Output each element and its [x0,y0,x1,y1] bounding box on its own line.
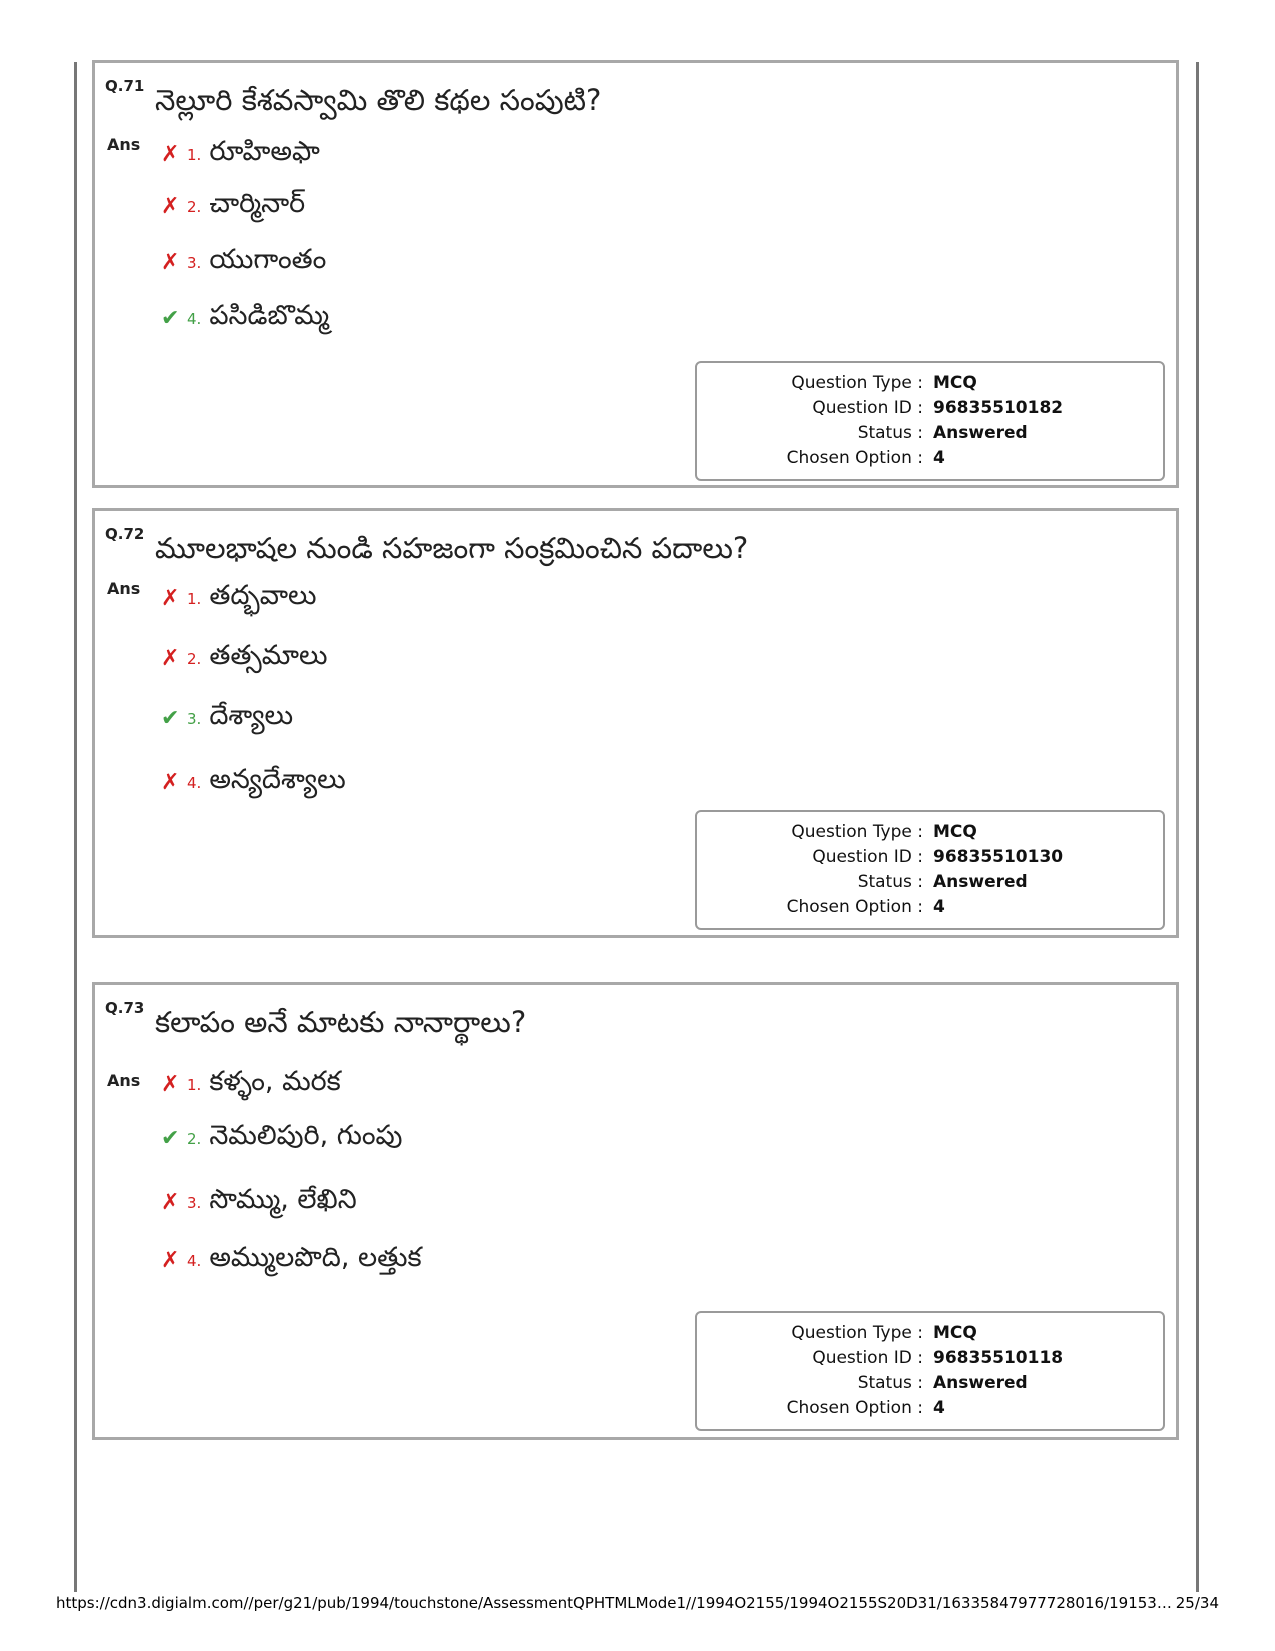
option-text: సొమ్ము, లేఖిని [209,1184,357,1215]
question-info-box [695,1311,1165,1431]
option-3 [161,1183,357,1223]
question-text: మూలభాషల నుండి సహజంగా సంక్రమించిన పదాలు? [155,531,749,565]
option-1 [161,135,320,175]
cross-icon: ✗ [161,194,180,219]
option-3 [161,243,326,283]
question-type-value: MCQ [933,822,977,842]
question-type-value: MCQ [933,1323,977,1343]
option-number: 4. [187,310,202,328]
option-text: పసిడిబొమ్మ [209,300,330,331]
question-text: నెల్లూరి కేశవస్వామి తొలి కథల సంపుటి? [155,83,602,117]
cross-icon: ✗ [161,1248,180,1273]
question-number: Q.72 [105,525,145,543]
question-block [92,60,1179,488]
question-block [92,508,1179,938]
check-icon: ✔ [161,1126,180,1151]
option-text: రూహిఅఫా [209,136,320,167]
option-text: చార్మినార్ [209,188,306,219]
cross-icon: ✗ [161,586,180,611]
option-2 [161,639,327,679]
status-label: Status : [857,872,923,892]
option-text: దేశ్యాలు [209,700,294,731]
question-id-value: 96835510118 [933,1348,1064,1368]
option-number: 4. [187,774,202,792]
option-text: తత్సమాలు [209,640,328,671]
ans-label: Ans [107,1071,141,1090]
question-id-value: 96835510130 [933,847,1064,867]
cross-icon: ✗ [161,770,180,795]
right-border-line [1196,62,1199,1592]
option-3 [161,699,293,739]
question-id-label: Question ID : [812,398,923,418]
chosen-option-label: Chosen Option : [786,448,923,468]
option-number: 1. [187,146,202,164]
option-number: 2. [187,198,202,216]
cross-icon: ✗ [161,250,180,275]
question-text: కలాపం అనే మాటకు నానార్థాలు? [155,1005,527,1039]
question-type-value: MCQ [933,373,977,393]
option-1 [161,579,317,619]
option-text: కళ్ళం, మరక [209,1066,341,1097]
option-number: 3. [187,710,202,728]
option-number: 1. [187,590,202,608]
option-4 [161,299,329,339]
chosen-option-label: Chosen Option : [786,897,923,917]
chosen-option-value: 4 [933,448,945,468]
question-type-label: Question Type : [791,373,923,393]
option-number: 2. [187,1130,202,1148]
status-value: Answered [933,872,1028,892]
status-label: Status : [857,1373,923,1393]
question-block [92,982,1179,1440]
option-number: 2. [187,650,202,668]
option-text: అన్యదేశ్యాలు [209,764,346,795]
question-type-label: Question Type : [791,822,923,842]
chosen-option-value: 4 [933,1398,945,1418]
cross-icon: ✗ [161,1190,180,1215]
chosen-option-label: Chosen Option : [786,1398,923,1418]
status-label: Status : [857,423,923,443]
question-type-label: Question Type : [791,1323,923,1343]
option-text: యుగాంతం [209,244,327,275]
question-id-label: Question ID : [812,847,923,867]
page-number: 25/34 [1175,1594,1219,1612]
left-border-line [74,62,77,1592]
option-text: తద్భవాలు [209,580,317,611]
option-number: 3. [187,254,202,272]
status-value: Answered [933,423,1028,443]
question-id-label: Question ID : [812,1348,923,1368]
footer-url[interactable]: https://cdn3.digialm.com//per/g21/pub/1994/touchstone/AssessmentQPHTMLMode1//1994O2155/1994O2155S20D31/16335847977728016/19153… [56,1594,1172,1612]
option-2 [161,187,305,227]
option-4 [161,763,346,803]
option-4 [161,1241,422,1281]
cross-icon: ✗ [161,646,180,671]
ans-label: Ans [107,579,141,598]
ans-label: Ans [107,135,141,154]
option-text: అమ్ములపొది, లత్తుక [209,1242,422,1273]
option-text: నెమలిపురి, గుంపు [209,1120,403,1151]
question-id-value: 96835510182 [933,398,1064,418]
option-2 [161,1119,402,1159]
option-number: 4. [187,1252,202,1270]
cross-icon: ✗ [161,142,180,167]
option-number: 1. [187,1076,202,1094]
question-info-box [695,810,1165,930]
question-number: Q.73 [105,999,145,1017]
check-icon: ✔ [161,306,180,331]
chosen-option-value: 4 [933,897,945,917]
status-value: Answered [933,1373,1028,1393]
check-icon: ✔ [161,706,180,731]
question-number: Q.71 [105,77,145,95]
cross-icon: ✗ [161,1072,180,1097]
question-info-box [695,361,1165,481]
option-number: 3. [187,1194,202,1212]
option-1 [161,1065,341,1105]
